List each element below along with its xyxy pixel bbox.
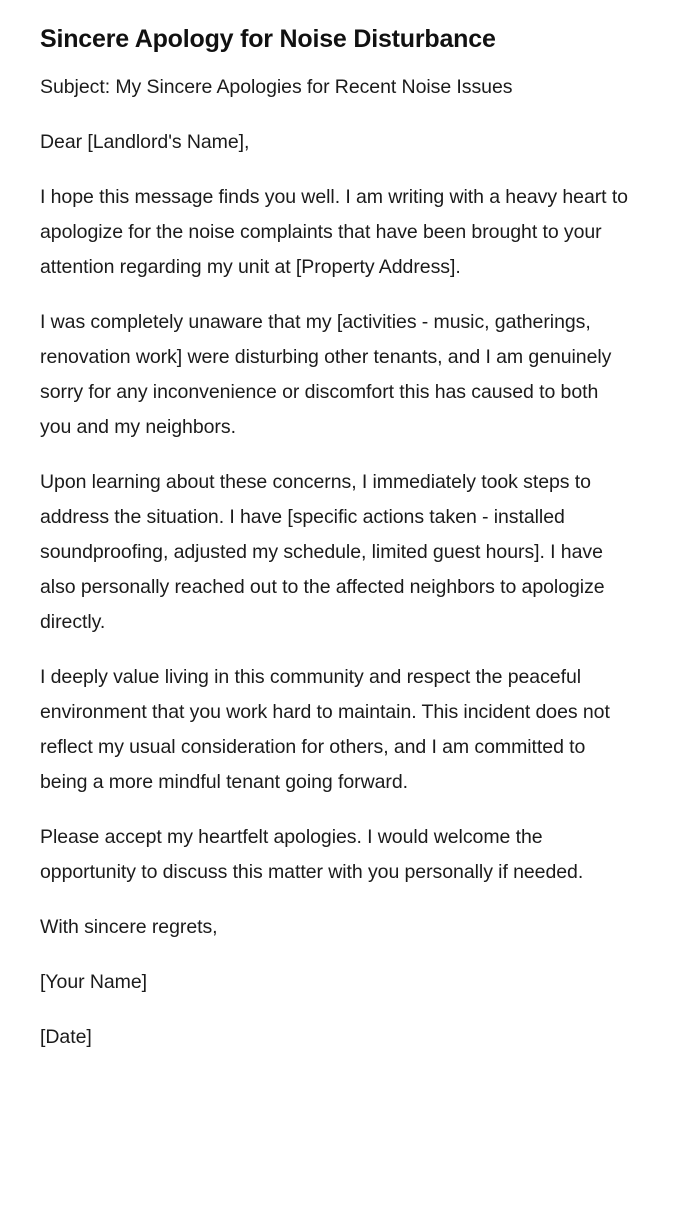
closing-paragraph: Please accept my heartfelt apologies. I would welcome the opportunity to discuss this matter with you personally if needed. — [40, 826, 584, 883]
signoff: With sincere regrets, — [40, 916, 218, 938]
actions-paragraph: Upon learning about these concerns, I immediately took steps to address the situation. I have [specific actions taken - installed soundproofing, adjusted my schedule, limited guest hours]. I have also personally reached out to the affected neighbors to apologize directly. — [40, 471, 605, 633]
subject-line: Subject: My Sincere Apologies for Recent Noise Issues — [40, 76, 513, 98]
unaware-paragraph: I was completely unaware that my [activities - music, gatherings, renovation work] were disturbing other tenants, and I am genuinely sorry for any inconvenience or discomfort this has caused to both you and my neighbors. — [40, 311, 612, 438]
signature-name: [Your Name] — [40, 971, 148, 993]
salutation: Dear [Landlord's Name], — [40, 131, 250, 153]
community-paragraph: I deeply value living in this community and respect the peaceful environment that you work hard to maintain. This incident does not reflect my usual consideration for others, and I am committed to being a more mindful tenant going forward. — [40, 666, 610, 793]
signature-date: [Date] — [40, 1026, 92, 1048]
letter-body — [40, 70, 630, 1055]
page-title: Sincere Apology for Noise Disturbance — [40, 25, 496, 53]
opening-paragraph: I hope this message finds you well. I am writing with a heavy heart to apologize for the noise complaints that have been brought to your attention regarding my unit at [Property Address]. — [40, 186, 628, 278]
